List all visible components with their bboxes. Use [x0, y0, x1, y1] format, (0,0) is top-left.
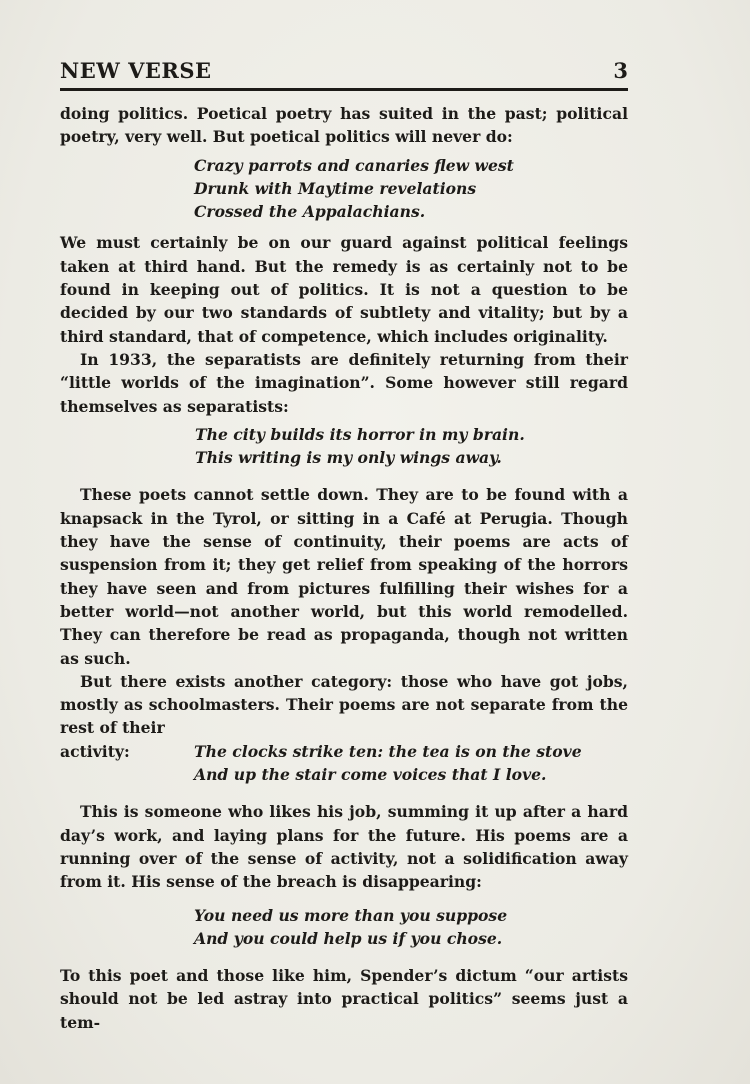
paragraph-3: In 1933, the separatists are definitely returning from their “little worlds of the imagination”. Some however still regard themselves as separatists: — [60, 349, 628, 416]
verse-line: And you could help us if you chose. — [194, 928, 503, 948]
paragraph-4: These poets cannot settle down. They are to be found with a knapsack in the Tyrol, or sitting in a Café at Perugia. Though they have the sense of continuity, their poems are acts of suspension from it; they get relief from speaking of the horrors they have seen and from pictures fulfilling their wishes for a better world—not another world, but this world remodelled. They can therefore be read as propaganda, though not written as such. — [60, 485, 628, 668]
paragraph-7: To this poet and those like him, Spender’s dictum “our artists should not be led astray into practical politics” seems just a tem- — [60, 966, 628, 1032]
journal-title: NEW VERSE — [60, 58, 212, 83]
verse-line: Crossed the Appalachians. — [194, 202, 426, 222]
verse-quote-2 — [60, 423, 628, 470]
paragraph-2: We must certainly be on our guard against political feelings taken at third hand. But the remedy is as certainly not to be found in keeping out of politics. It is not a question to be decided by our two standards of subtlety and vitality; but by a third standard, that of competence, which includes originality. — [60, 233, 628, 346]
verse-line: The clocks strike ten: the tea is on the stove — [194, 741, 582, 761]
verse-line: You need us more than you suppose — [194, 905, 508, 925]
article-body — [60, 102, 628, 1034]
running-header — [60, 58, 628, 91]
verse-line: The city builds its horror in my brain. — [195, 424, 525, 444]
verse-quote-1 — [60, 154, 628, 224]
paragraph-6: This is someone who likes his job, summing it up after a hard day’s work, and laying plans for the future. His poems are a running over of the sense of activity, not a solidification away from it. His sense of the breach is disappearing: — [60, 802, 628, 892]
verse-quote-4 — [60, 904, 628, 951]
verse-line: This writing is my only wings away. — [195, 448, 502, 468]
paragraph-5: But there exists another category: those who have got jobs, mostly as schoolmasters. Their poems are not separate from the rest of their — [60, 671, 628, 738]
verse-line: Crazy parrots and canaries flew west — [194, 155, 514, 175]
verse-quote-3 — [60, 740, 628, 787]
verse-line: And up the stair come voices that I love. — [194, 765, 547, 785]
page-number: 3 — [613, 58, 628, 83]
paragraph-5-end: activity: — [60, 741, 130, 761]
paragraph-1: doing politics. Poetical poetry has suited in the past; political poetry, very well. But poetical politics will never do: — [60, 104, 628, 147]
verse-line: Drunk with Maytime revelations — [194, 178, 477, 198]
